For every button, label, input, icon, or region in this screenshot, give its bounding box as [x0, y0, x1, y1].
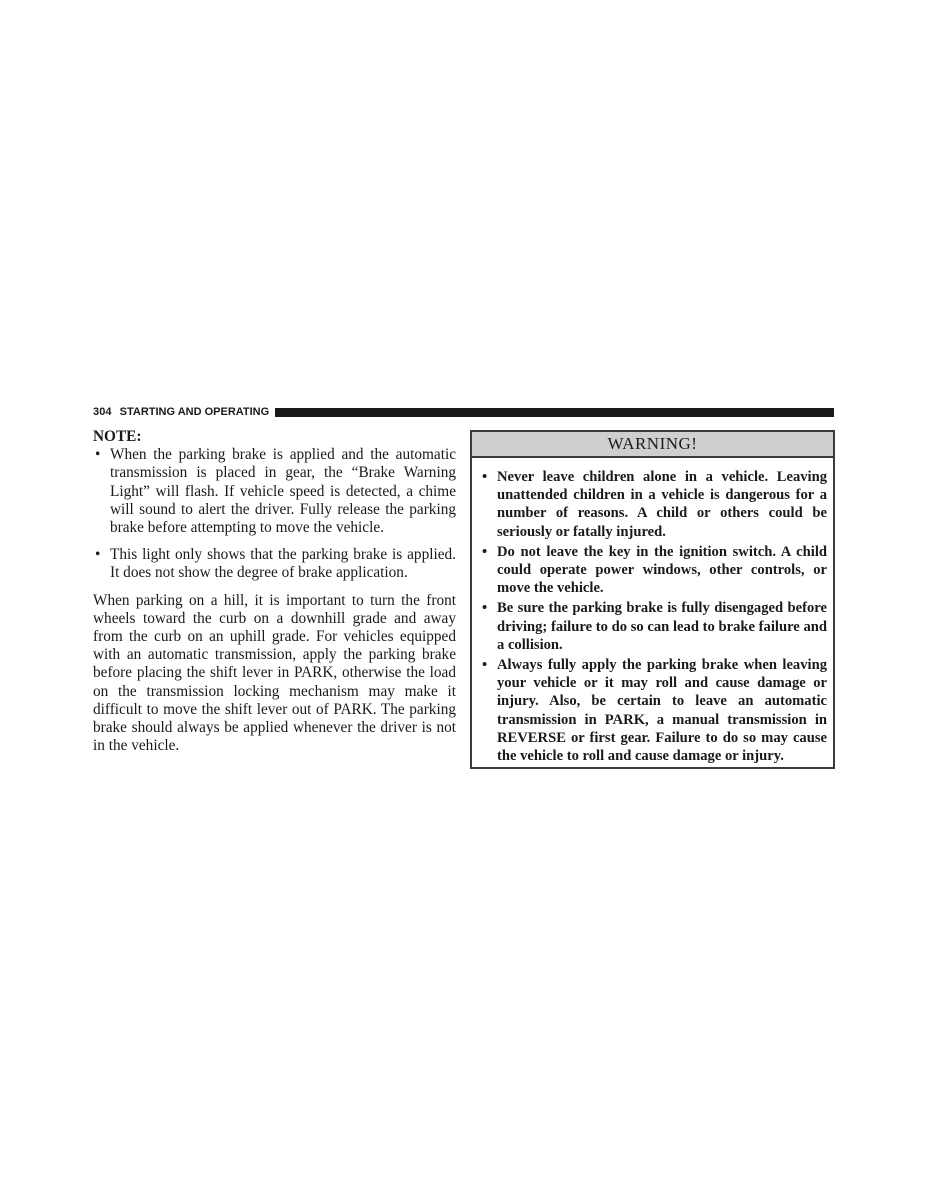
warning-bullet-text: Always fully apply the parking brake when leaving your vehicle or it may roll and cause damage or injury. Also, be certain to leave an automatic transmission in PARK, a manual transmission in REVERSE or first gear. Failure to do so may cause the vehicle to roll and cause damage or injury.: [497, 657, 827, 765]
page-number: 304: [93, 406, 112, 418]
bullet-icon: •: [482, 543, 488, 560]
warning-bullet-item: [480, 599, 827, 654]
note-bullet-text: When the parking brake is applied and the automatic transmission is placed in gear, the “Brake Warning Light” will flash. If vehicle speed is detected, a chime will sound to alert the driver. Fully release the parking brake before attempting to move the vehicle.: [110, 446, 456, 537]
note-label: NOTE:: [93, 428, 142, 445]
warning-bullet-text: Be sure the parking brake is fully disengaged before driving; failure to do so can lead to brake failure and a collision.: [497, 600, 827, 653]
bullet-icon: •: [95, 446, 101, 464]
warning-title: WARNING!: [472, 432, 833, 458]
warning-bullet-item: [480, 656, 827, 765]
warning-bullet-text: Never leave children alone in a vehicle. Leaving unattended children in a vehicle is dangerous for a number of reasons. A child or others could be seriously or fatally injured.: [497, 469, 827, 540]
bullet-icon: •: [482, 469, 488, 485]
section-title: STARTING AND OPERATING: [119, 406, 270, 418]
warning-box: [470, 430, 835, 769]
note-bullet-item: [93, 446, 456, 537]
warning-bullet-text: Do not leave the key in the ignition switch. A child could operate power windows, other controls, or move the vehicle.: [497, 543, 827, 597]
bullet-icon: •: [482, 657, 488, 674]
warning-bullet-item: [480, 543, 827, 598]
hill-parking-paragraph: When parking on a hill, it is important to turn the front wheels toward the curb on a downhill grade and away from the curb on an uphill grade. For vehicles equipped with an automatic transmission, apply the parking brake before placing the shift lever in PARK, otherwise the load on the transmission locking mechanism may make it difficult to move the shift lever out of PARK. The parking brake should always be applied whenever the driver is not in the vehicle.: [93, 591, 456, 755]
header-rule: [275, 408, 834, 417]
left-column: [93, 428, 456, 755]
note-bullet-text: This light only shows that the parking brake is applied. It does not show the degree of brake application.: [110, 546, 456, 582]
warning-bullet-list: [472, 458, 833, 765]
note-bullet-item: [93, 546, 456, 582]
bullet-icon: •: [482, 600, 488, 617]
page-header: [93, 405, 834, 419]
bullet-icon: •: [95, 546, 101, 564]
note-bullet-list: [93, 446, 456, 582]
warning-bullet-item: [480, 468, 827, 541]
